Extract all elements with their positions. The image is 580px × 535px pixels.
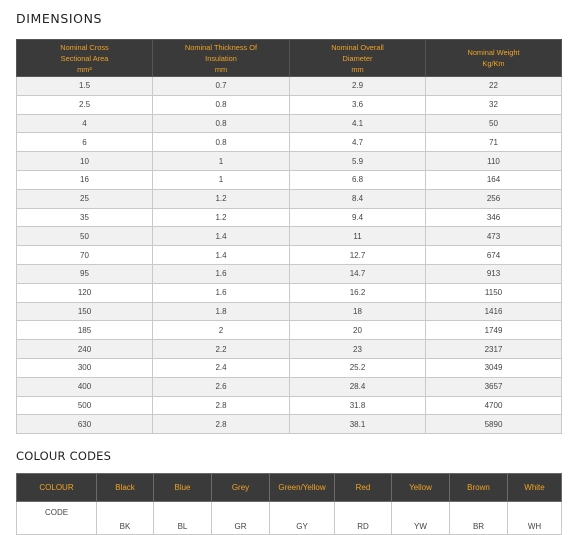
- table-cell: 913: [426, 264, 562, 283]
- table-cell: 71: [426, 133, 562, 152]
- table-row: [17, 246, 562, 265]
- table-cell: 2.9: [290, 77, 426, 96]
- table-cell: 256: [426, 189, 562, 208]
- colour-name: White: [508, 474, 562, 502]
- table-cell: 4700: [426, 396, 562, 415]
- table-cell: 14.7: [290, 264, 426, 283]
- table-cell: 164: [426, 170, 562, 189]
- header-line: Diameter: [342, 53, 373, 63]
- table-row: [17, 264, 562, 283]
- table-cell: 185: [17, 321, 153, 340]
- header-insulation-thickness: [153, 40, 290, 77]
- table-cell: 22: [426, 77, 562, 96]
- table-cell: 50: [426, 114, 562, 133]
- table-cell: 2.4: [153, 358, 290, 377]
- header-line: Nominal Weight: [467, 48, 520, 57]
- colour-name: Red: [335, 474, 392, 502]
- colour-code: GR: [212, 502, 270, 535]
- table-cell: 70: [17, 246, 153, 265]
- table-row: [17, 415, 562, 434]
- table-row: [17, 227, 562, 246]
- table-cell: 120: [17, 283, 153, 302]
- dimensions-table: [16, 39, 562, 434]
- header-line: Insulation: [205, 53, 237, 63]
- table-cell: 1: [153, 170, 290, 189]
- table-cell: 0.8: [153, 114, 290, 133]
- colour-code: GY: [270, 502, 335, 535]
- table-cell: 18: [290, 302, 426, 321]
- table-cell: 25.2: [290, 358, 426, 377]
- table-cell: 12.7: [290, 246, 426, 265]
- table-row: [17, 340, 562, 359]
- table-cell: 400: [17, 377, 153, 396]
- table-cell: 150: [17, 302, 153, 321]
- colour-name: Black: [97, 474, 154, 502]
- table-cell: 28.4: [290, 377, 426, 396]
- table-cell: 1.2: [153, 208, 290, 227]
- table-cell: 35: [17, 208, 153, 227]
- table-cell: 95: [17, 264, 153, 283]
- colour-codes-title: COLOUR CODES: [16, 449, 112, 463]
- table-cell: 10: [17, 152, 153, 171]
- table-cell: 346: [426, 208, 562, 227]
- table-cell: 1.2: [153, 189, 290, 208]
- table-cell: 25: [17, 189, 153, 208]
- colour-code: BK: [97, 502, 154, 535]
- table-cell: 1416: [426, 302, 562, 321]
- header-unit: Kg/Km: [482, 59, 505, 68]
- colour-code: RD: [335, 502, 392, 535]
- table-cell: 2.6: [153, 377, 290, 396]
- table-row: [17, 189, 562, 208]
- dimensions-title: DIMENSIONS: [16, 11, 103, 26]
- table-row: [17, 133, 562, 152]
- table-cell: 1.6: [153, 283, 290, 302]
- table-cell: 674: [426, 246, 562, 265]
- table-row: [17, 283, 562, 302]
- table-cell: 2.8: [153, 396, 290, 415]
- table-cell: 630: [17, 415, 153, 434]
- header-unit: mm: [214, 64, 228, 74]
- table-row: [17, 396, 562, 415]
- colour-code-row: [17, 502, 562, 535]
- table-cell: 240: [17, 340, 153, 359]
- colour-code: WH: [508, 502, 562, 535]
- table-cell: 0.8: [153, 95, 290, 114]
- colour-header-row: [17, 474, 562, 502]
- table-cell: 16: [17, 170, 153, 189]
- table-cell: 500: [17, 396, 153, 415]
- table-cell: 31.8: [290, 396, 426, 415]
- table-cell: 0.8: [153, 133, 290, 152]
- colour-name: Grey: [212, 474, 270, 502]
- table-cell: 5890: [426, 415, 562, 434]
- table-cell: 110: [426, 152, 562, 171]
- table-row: [17, 321, 562, 340]
- dimensions-header-row: [17, 40, 562, 77]
- table-cell: 1.4: [153, 227, 290, 246]
- table-cell: 38.1: [290, 415, 426, 434]
- table-cell: 32: [426, 95, 562, 114]
- table-cell: 4: [17, 114, 153, 133]
- table-cell: 11: [290, 227, 426, 246]
- table-cell: 4.1: [290, 114, 426, 133]
- colour-code: BR: [450, 502, 508, 535]
- colour-name: Yellow: [392, 474, 450, 502]
- header-line: Nominal Thickness Of: [184, 42, 258, 52]
- table-row: [17, 377, 562, 396]
- table-cell: 300: [17, 358, 153, 377]
- table-cell: 20: [290, 321, 426, 340]
- table-cell: 473: [426, 227, 562, 246]
- table-row: [17, 152, 562, 171]
- table-row: [17, 170, 562, 189]
- table-cell: 1749: [426, 321, 562, 340]
- table-row: [17, 95, 562, 114]
- table-cell: 6.8: [290, 170, 426, 189]
- header-nominal-weight: [426, 40, 562, 77]
- table-cell: 2: [153, 321, 290, 340]
- colour-code: BL: [154, 502, 212, 535]
- table-cell: 4.7: [290, 133, 426, 152]
- colour-name: Green/Yellow: [270, 474, 335, 502]
- colour-header-label: COLOUR: [17, 474, 97, 502]
- table-cell: 23: [290, 340, 426, 359]
- code-label: CODE: [17, 502, 97, 535]
- header-line: Sectional Area: [60, 53, 109, 63]
- table-row: [17, 302, 562, 321]
- dimensions-body: [17, 77, 562, 434]
- header-cross-sectional-area: [17, 40, 153, 77]
- table-cell: 16.2: [290, 283, 426, 302]
- table-cell: 2317: [426, 340, 562, 359]
- table-cell: 0.7: [153, 77, 290, 96]
- colour-code: YW: [392, 502, 450, 535]
- table-cell: 9.4: [290, 208, 426, 227]
- table-cell: 1150: [426, 283, 562, 302]
- table-cell: 3657: [426, 377, 562, 396]
- header-unit: mm: [351, 64, 364, 74]
- table-cell: 1: [153, 152, 290, 171]
- table-row: [17, 208, 562, 227]
- table-cell: 50: [17, 227, 153, 246]
- colour-codes-table: [16, 473, 562, 535]
- table-cell: 2.2: [153, 340, 290, 359]
- header-line: Nominal Cross: [60, 42, 109, 52]
- header-line: Nominal Overall: [331, 42, 384, 52]
- table-cell: 1.6: [153, 264, 290, 283]
- table-cell: 8.4: [290, 189, 426, 208]
- colour-name: Blue: [154, 474, 212, 502]
- table-cell: 1.8: [153, 302, 290, 321]
- table-row: [17, 114, 562, 133]
- table-row: [17, 77, 562, 96]
- table-cell: 5.9: [290, 152, 426, 171]
- header-unit: mm²: [77, 64, 92, 74]
- table-cell: 1.4: [153, 246, 290, 265]
- header-overall-diameter: [290, 40, 426, 77]
- table-cell: 3.6: [290, 95, 426, 114]
- table-cell: 2.5: [17, 95, 153, 114]
- table-cell: 1.5: [17, 77, 153, 96]
- table-cell: 3049: [426, 358, 562, 377]
- colour-name: Brown: [450, 474, 508, 502]
- table-cell: 6: [17, 133, 153, 152]
- table-cell: 2.8: [153, 415, 290, 434]
- table-row: [17, 358, 562, 377]
